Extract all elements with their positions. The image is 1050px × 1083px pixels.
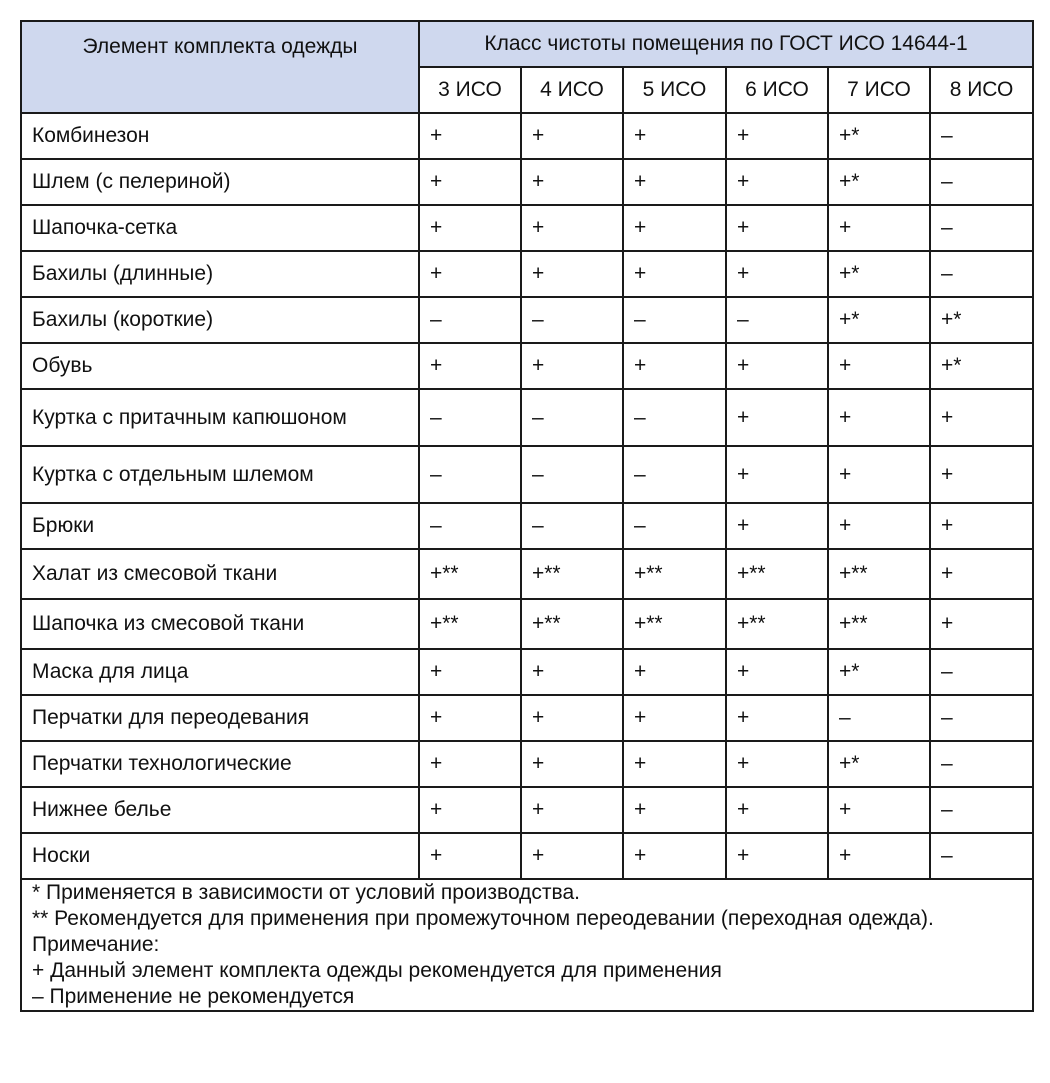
footnote-single-asterisk: * Применяется в зависимости от условий производства. (32, 881, 580, 904)
applicability-mark: – (419, 297, 521, 343)
note-plus-legend: + Данный элемент комплекта одежды рекомендуется для применения (32, 959, 722, 982)
applicability-mark: + (726, 343, 828, 389)
applicability-mark: – (419, 503, 521, 549)
applicability-mark: + (623, 787, 726, 833)
table-row (21, 389, 1033, 446)
table-row (21, 446, 1033, 503)
applicability-mark: +** (828, 549, 930, 599)
clothing-element-name: Бахилы (длинные) (21, 251, 419, 297)
clothing-element-name: Маска для лица (21, 649, 419, 695)
applicability-mark: – (521, 503, 623, 549)
applicability-mark: – (930, 205, 1033, 251)
clothing-element-name: Куртка с притачным капюшоном (21, 389, 419, 446)
applicability-mark: + (828, 389, 930, 446)
applicability-mark: – (930, 787, 1033, 833)
table-row (21, 113, 1033, 159)
applicability-mark: + (930, 446, 1033, 503)
table-body (21, 113, 1033, 879)
applicability-mark: +** (726, 549, 828, 599)
class-header: 7 ИСО (828, 67, 930, 113)
table-row (21, 649, 1033, 695)
applicability-mark: + (419, 251, 521, 297)
notes-row (21, 879, 1033, 1011)
table-row (21, 549, 1033, 599)
applicability-mark: – (930, 113, 1033, 159)
applicability-mark: + (521, 787, 623, 833)
clothing-element-name: Куртка с отдельным шлемом (21, 446, 419, 503)
table-row (21, 251, 1033, 297)
applicability-mark: + (419, 343, 521, 389)
applicability-mark: +* (828, 113, 930, 159)
header-row-group (21, 21, 1033, 67)
clothing-element-name: Брюки (21, 503, 419, 549)
applicability-mark: + (726, 833, 828, 879)
note-heading: Примечание: (32, 933, 160, 956)
table-row (21, 205, 1033, 251)
applicability-mark: + (828, 833, 930, 879)
applicability-mark: + (419, 695, 521, 741)
applicability-mark: +* (828, 297, 930, 343)
applicability-mark: + (521, 343, 623, 389)
footnotes (21, 879, 1033, 1011)
applicability-mark: – (521, 389, 623, 446)
class-header: 6 ИСО (726, 67, 828, 113)
applicability-mark: + (930, 599, 1033, 649)
applicability-mark: +** (623, 599, 726, 649)
applicability-mark: + (828, 446, 930, 503)
applicability-mark: – (930, 251, 1033, 297)
applicability-mark: – (623, 297, 726, 343)
clothing-element-name: Шапочка-сетка (21, 205, 419, 251)
table-row (21, 695, 1033, 741)
clothing-element-name: Комбинезон (21, 113, 419, 159)
clothing-table-container (20, 20, 1032, 1012)
applicability-mark: + (419, 113, 521, 159)
applicability-mark: + (726, 205, 828, 251)
applicability-mark: +* (828, 251, 930, 297)
element-column-header: Элемент комплекта одежды (21, 21, 419, 113)
table-row (21, 343, 1033, 389)
applicability-mark: +* (930, 297, 1033, 343)
applicability-mark: + (726, 787, 828, 833)
applicability-mark: – (828, 695, 930, 741)
applicability-mark: + (419, 649, 521, 695)
applicability-mark: + (419, 741, 521, 787)
table-row (21, 787, 1033, 833)
applicability-mark: + (521, 159, 623, 205)
applicability-mark: + (930, 503, 1033, 549)
applicability-mark: + (828, 503, 930, 549)
clothing-element-name: Перчатки для переодевания (21, 695, 419, 741)
note-dash-legend: – Применение не рекомендуется (32, 985, 355, 1008)
class-header: 8 ИСО (930, 67, 1033, 113)
applicability-mark: + (828, 205, 930, 251)
applicability-mark: + (828, 787, 930, 833)
applicability-mark: + (521, 695, 623, 741)
applicability-mark: + (726, 113, 828, 159)
applicability-mark: +** (521, 599, 623, 649)
applicability-mark: – (419, 446, 521, 503)
applicability-mark: + (828, 343, 930, 389)
applicability-mark: + (521, 205, 623, 251)
applicability-mark: – (623, 389, 726, 446)
applicability-mark: + (419, 833, 521, 879)
table-row (21, 833, 1033, 879)
applicability-mark: + (726, 503, 828, 549)
applicability-mark: +** (419, 549, 521, 599)
applicability-mark: + (521, 251, 623, 297)
applicability-mark: +* (930, 343, 1033, 389)
applicability-mark: +** (623, 549, 726, 599)
table-row (21, 599, 1033, 649)
applicability-mark: + (419, 159, 521, 205)
applicability-mark: + (419, 787, 521, 833)
applicability-mark: + (726, 741, 828, 787)
applicability-mark: – (930, 695, 1033, 741)
applicability-mark: – (930, 833, 1033, 879)
applicability-mark: + (623, 251, 726, 297)
applicability-mark: +* (828, 649, 930, 695)
table-row (21, 741, 1033, 787)
applicability-mark: + (521, 649, 623, 695)
applicability-mark: + (726, 389, 828, 446)
cleanroom-clothing-table (20, 20, 1034, 1012)
applicability-mark: + (623, 159, 726, 205)
applicability-mark: – (521, 297, 623, 343)
applicability-mark: + (623, 741, 726, 787)
applicability-mark: + (419, 205, 521, 251)
applicability-mark: +** (828, 599, 930, 649)
applicability-mark: – (930, 649, 1033, 695)
applicability-mark: + (623, 205, 726, 251)
class-header: 3 ИСО (419, 67, 521, 113)
class-header: 4 ИСО (521, 67, 623, 113)
clothing-element-name: Нижнее белье (21, 787, 419, 833)
applicability-mark: – (930, 741, 1033, 787)
cleanliness-class-group-header: Класс чистоты помещения по ГОСТ ИСО 14644-1 (419, 21, 1033, 67)
applicability-mark: + (726, 695, 828, 741)
applicability-mark: – (726, 297, 828, 343)
applicability-mark: + (623, 343, 726, 389)
clothing-element-name: Обувь (21, 343, 419, 389)
applicability-mark: – (521, 446, 623, 503)
applicability-mark: + (623, 833, 726, 879)
applicability-mark: + (726, 649, 828, 695)
clothing-element-name: Шапочка из смесовой ткани (21, 599, 419, 649)
clothing-element-name: Халат из смесовой ткани (21, 549, 419, 599)
clothing-element-name: Перчатки технологические (21, 741, 419, 787)
applicability-mark: + (623, 113, 726, 159)
clothing-element-name: Шлем (с пелериной) (21, 159, 419, 205)
applicability-mark: + (726, 159, 828, 205)
applicability-mark: + (521, 113, 623, 159)
applicability-mark: – (930, 159, 1033, 205)
table-row (21, 297, 1033, 343)
applicability-mark: +** (726, 599, 828, 649)
table-row (21, 503, 1033, 549)
applicability-mark: + (930, 389, 1033, 446)
clothing-element-name: Бахилы (короткие) (21, 297, 419, 343)
footnote-double-asterisk: ** Рекомендуется для применения при промежуточном переодевании (переходная одежда). (32, 907, 934, 930)
applicability-mark: – (623, 446, 726, 503)
applicability-mark: +* (828, 741, 930, 787)
table-row (21, 159, 1033, 205)
applicability-mark: +** (419, 599, 521, 649)
class-header: 5 ИСО (623, 67, 726, 113)
applicability-mark: – (419, 389, 521, 446)
applicability-mark: + (521, 741, 623, 787)
clothing-element-name: Носки (21, 833, 419, 879)
applicability-mark: +* (828, 159, 930, 205)
applicability-mark: + (726, 251, 828, 297)
applicability-mark: + (930, 549, 1033, 599)
applicability-mark: + (623, 649, 726, 695)
applicability-mark: + (726, 446, 828, 503)
applicability-mark: +** (521, 549, 623, 599)
applicability-mark: + (623, 695, 726, 741)
applicability-mark: + (521, 833, 623, 879)
applicability-mark: – (623, 503, 726, 549)
